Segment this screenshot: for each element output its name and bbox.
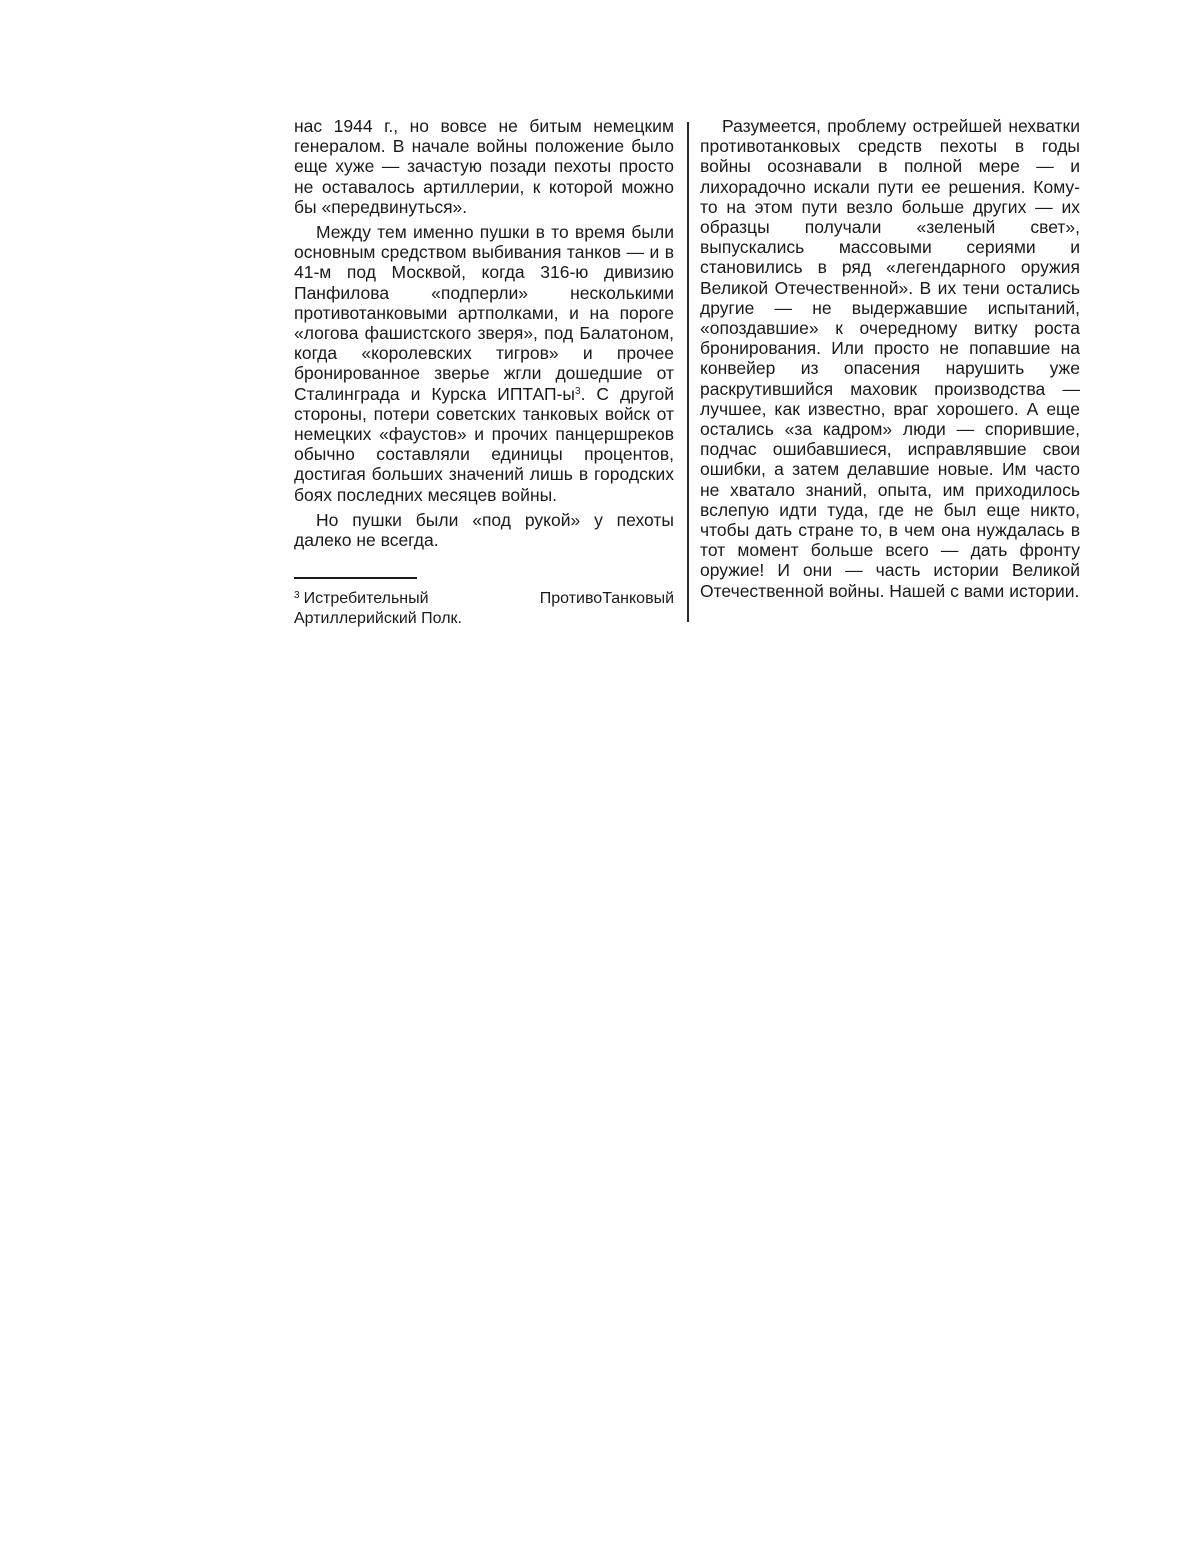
left-paragraph-2 <box>294 222 674 505</box>
footnote-mark: 3 <box>294 590 300 601</box>
left-paragraph-2-text-b: . С другой стороны, потери советских танковых войск от немецких «фаустов» и прочих панцершреков обычно составляли единицы процентов, достигая больших значений лишь в городских боях последних месяцев войны. <box>294 383 674 505</box>
left-paragraph-3: Но пушки были «под рукой» у пехоты далеко не всегда. <box>294 509 674 551</box>
right-column <box>700 116 1080 601</box>
left-paragraph-2-text-a: Между тем именно пушки в то время были основным средством выбивания танков — и в 41-м под Москвой, когда 316-ю дивизию Панфилова «подперли» несколькими противотанковыми артполками, и на пороге «логова фашистского зверя», под Балатоном, когда «королевских тигров» и прочее бронированное зверье жгли дошедшие от Сталинграда и Курска ИПТАП-ы <box>294 222 674 404</box>
left-paragraph-1: нас 1944 г., но вовсе не битым немецким генералом. В начале войны положение было еще хуже — зачастую позади пехоты просто не оставалось артиллерии, к которой можно бы «передвинуться». <box>294 116 674 217</box>
footnote-reference: 3 <box>575 385 581 397</box>
column-divider <box>687 122 689 622</box>
right-paragraph-1: Разумеется, проблему острейшей нехватки противотанковых средств пехоты в годы войны осознавали в полной мере — и лихорадочно искали пути ее решения. Кому-то на этом пути везло больше других — их образцы получали «зеленый свет», выпускались массовыми сериями и становились в ряд «легендарного оружия Великой Отечественной». В их тени остались другие — не выдержавшие испытаний, «опоздавшие» к очередному витку роста бронирования. Или просто не попавшие на конвейер из опасения нарушить уже раскрутившийся маховик производства — лучшее, как известно, враг хорошего. А еще остались «за кадром» люди — спорившие, подчас ошибавшиеся, исправлявшие свои ошибки, а затем делавшие новые. Им часто не хватало знаний, опыта, им приходилось вслепую идти туда, где не был еще никто, чтобы дать стране то, в чем она нуждалась в тот момент больше всего — дать фронту оружие! И они — часть истории Великой Отечественной войны. Нашей с вами истории. <box>700 116 1080 601</box>
footnote <box>294 586 674 629</box>
footnote-text: Истребительный ПротивоТанковый Артиллерийский Полк. <box>294 590 674 627</box>
left-column <box>294 116 674 550</box>
footnote-rule <box>294 577 417 579</box>
